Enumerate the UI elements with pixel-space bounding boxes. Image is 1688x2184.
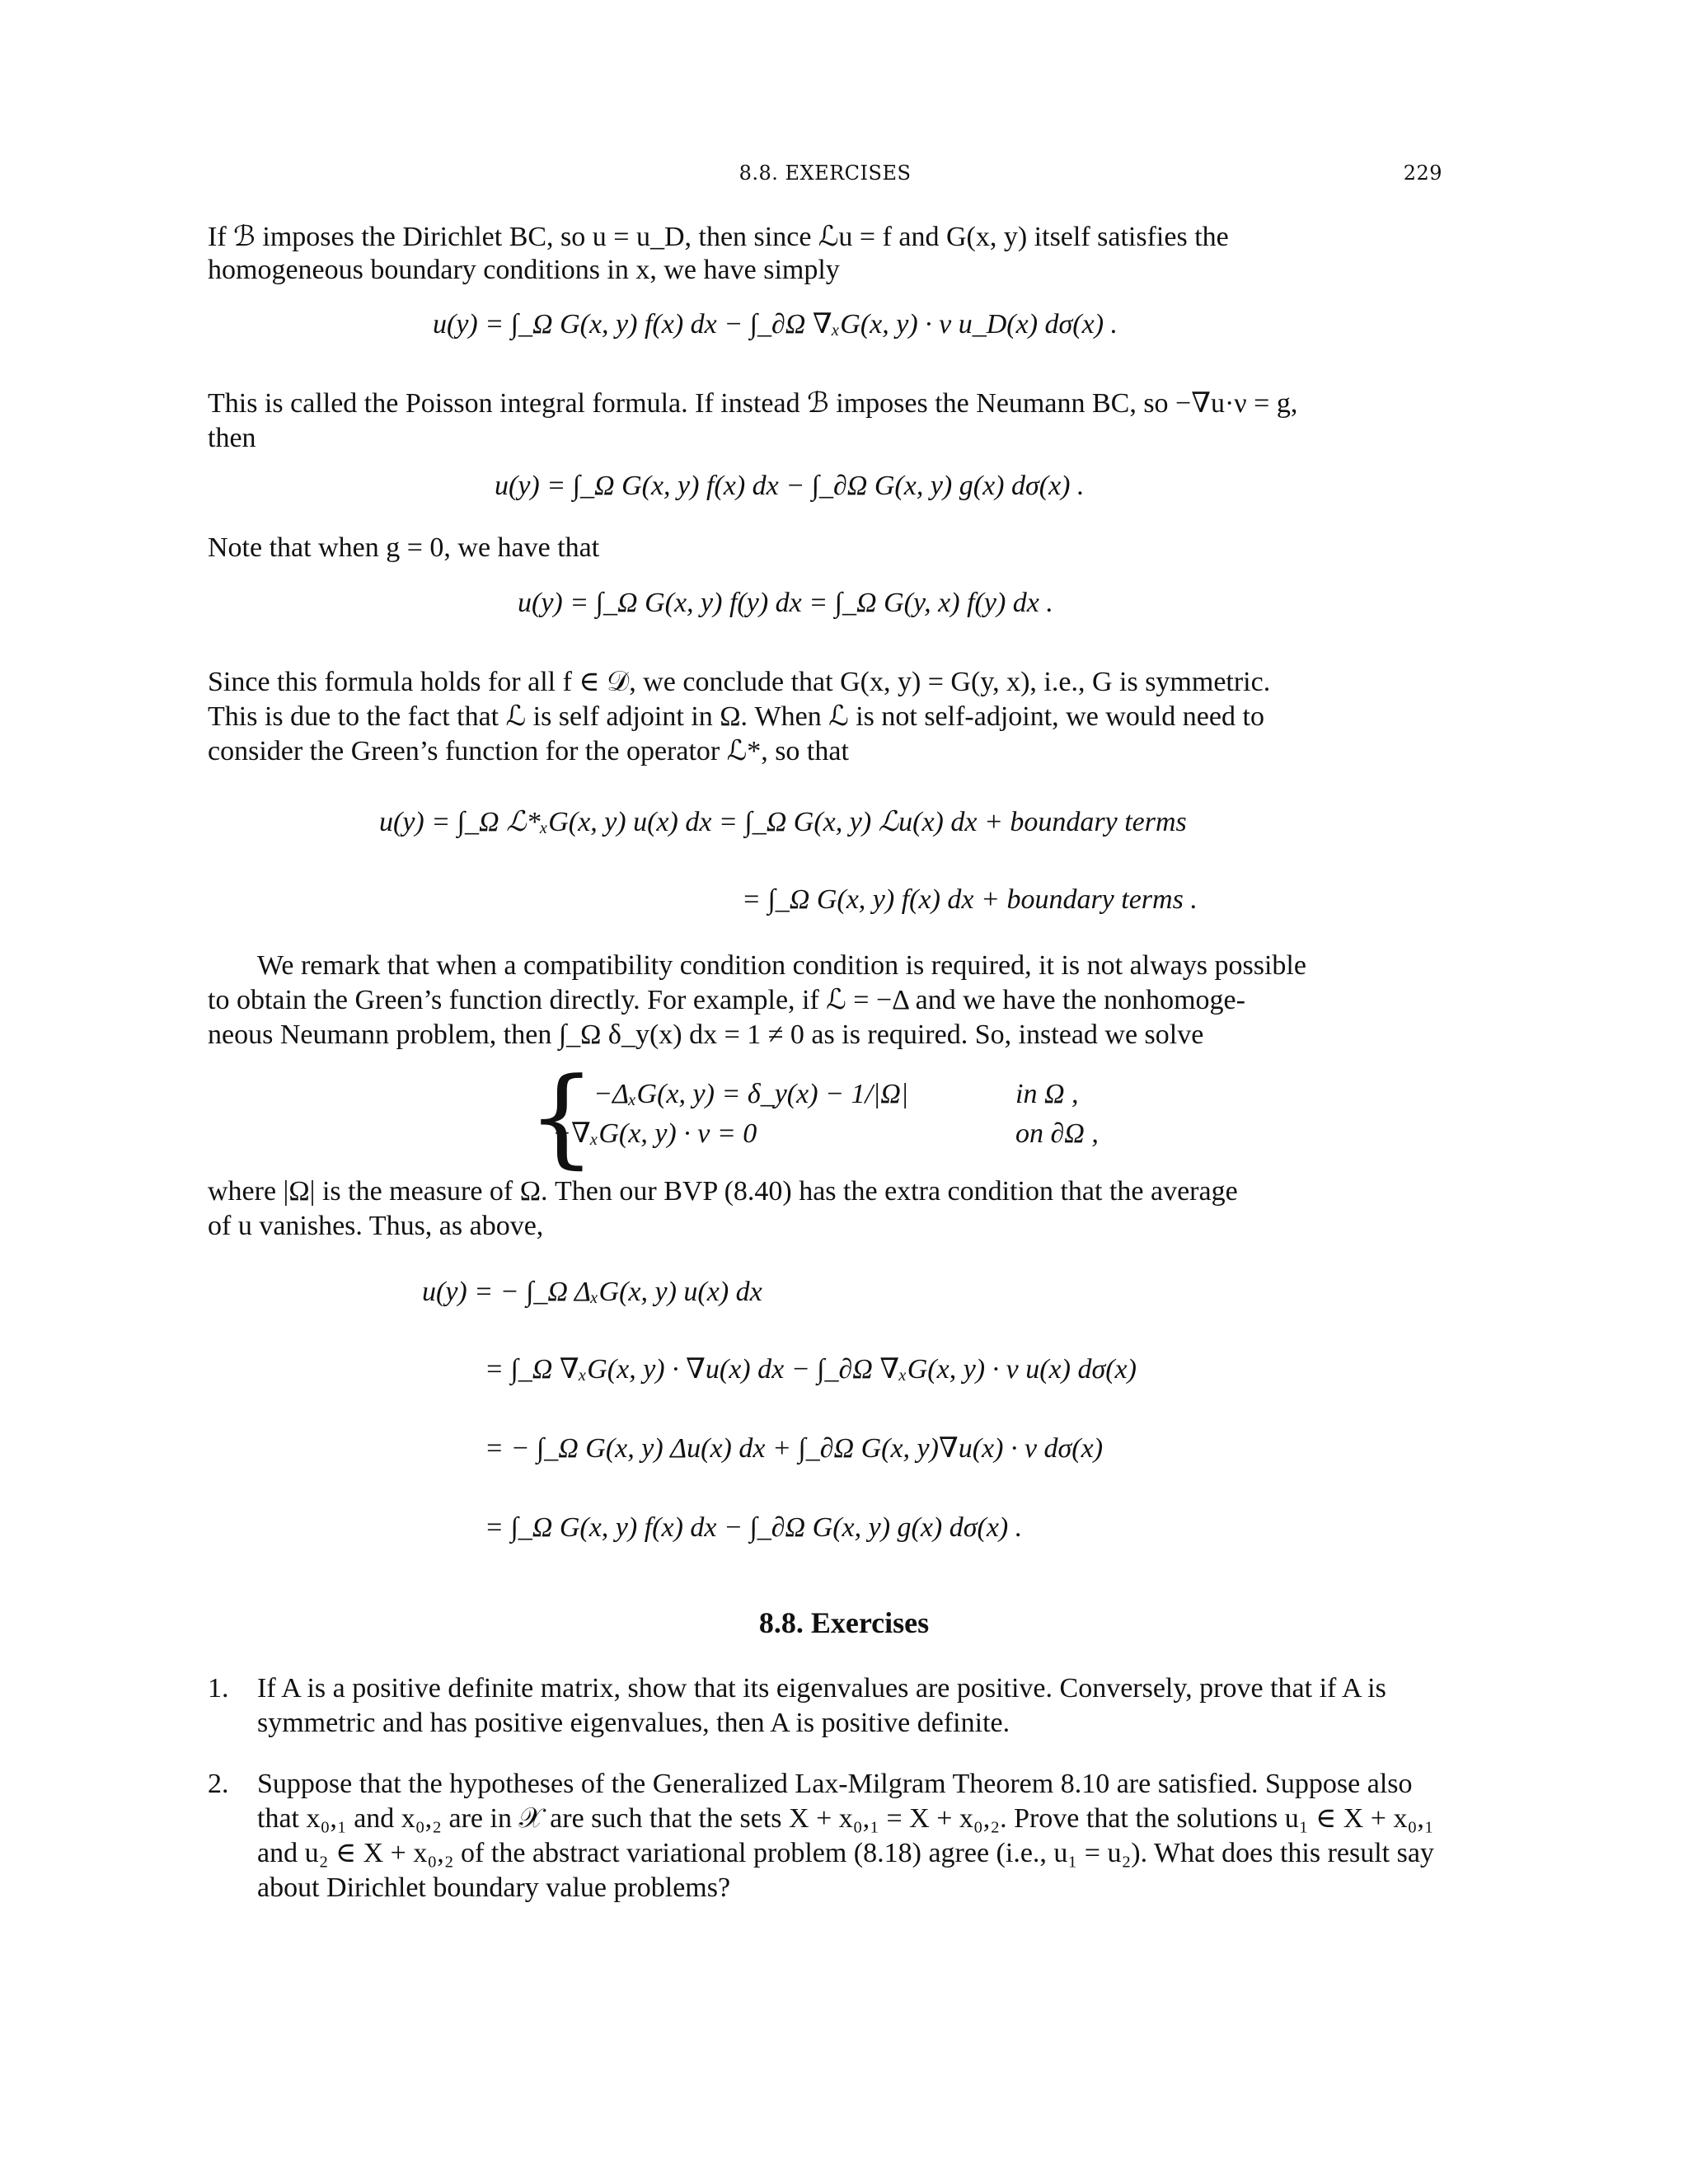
paragraph-line: Since this formula holds for all f ∈ 𝒟, we conclude that G(x, y) = G(y, x), i.e., G is symmetric. <box>208 667 1271 697</box>
running-head-title: 8.8. EXERCISES <box>738 162 912 185</box>
equation-derivation-2: = ∫_Ω ∇ₓG(x, y) · ∇u(x) dx − ∫_∂Ω ∇ₓG(x, y) · ν u(x) dσ(x) <box>485 1354 1137 1385</box>
exercise-text: Suppose that the hypotheses of the Generalized Lax-Milgram Theorem 8.10 are satisfied. Suppose also that x₀,₁ and x₀,₂ are in 𝒳 are such that the sets X + x₀,₁ = X + x₀,₂. Prove that the solutions u₁ ∈ X + x₀,₁ and u₂ ∈ X + x₀,₂ of the abstract variational problem (8.18) agree (i.e., u₁ = u₂). What does this result say about Dirichlet boundary value problems? <box>257 1769 1434 1903</box>
paragraph-line: to obtain the Green’s function directly. For example, if ℒ = −Δ and we have the nonhomoge- <box>208 985 1245 1015</box>
equation-derivation-1: u(y) = − ∫_Ω ΔₓG(x, y) u(x) dx <box>422 1277 762 1307</box>
paragraph-line: This is due to the fact that ℒ is self adjoint in Ω. When ℒ is not self-adjoint, we would need to <box>208 701 1264 732</box>
exercise-text: If A is a positive definite matrix, show that its eigenvalues are positive. Conversely, prove that if A is symmetric and has positive eigenvalues, then A is positive definite. <box>257 1673 1386 1738</box>
paragraph-line: This is called the Poisson integral formula. If instead ℬ imposes the Neumann BC, so −∇u·ν = g, <box>208 388 1298 419</box>
system-equation-1-lhs: −ΔₓG(x, y) = δ_y(x) − 1/|Ω| <box>593 1079 909 1109</box>
paragraph-line: of u vanishes. Thus, as above, <box>208 1211 544 1241</box>
page-number: 229 <box>1403 162 1442 185</box>
equation-poisson-integral: u(y) = ∫_Ω G(x, y) f(x) dx − ∫_∂Ω ∇ₓG(x, y) · ν u_D(x) dσ(x) . <box>433 309 1118 340</box>
running-head <box>208 162 1442 194</box>
exercise-number: 1. <box>208 1673 229 1704</box>
equation-adjoint-2: = ∫_Ω G(x, y) f(x) dx + boundary terms . <box>742 884 1198 915</box>
paragraph-line: neous Neumann problem, then ∫_Ω δ_y(x) dx = 1 ≠ 0 as is required. So, instead we solve <box>208 1019 1204 1050</box>
paragraph-line: Note that when g = 0, we have that <box>208 532 600 563</box>
paragraph-line: consider the Green’s function for the operator ℒ*, so that <box>208 736 849 766</box>
exercise-number: 2. <box>208 1769 229 1799</box>
section-heading: 8.8. Exercises <box>758 1606 930 1639</box>
exercise-item <box>208 1767 1444 1905</box>
exercise-item <box>208 1671 1444 1741</box>
system-equation-2-lhs: −∇ₓG(x, y) · ν = 0 <box>552 1118 757 1149</box>
equation-derivation-3: = − ∫_Ω G(x, y) Δu(x) dx + ∫_∂Ω G(x, y)∇u(x) · ν dσ(x) <box>485 1433 1104 1464</box>
paragraph-line: where |Ω| is the measure of Ω. Then our BVP (8.40) has the extra condition that the average <box>208 1176 1238 1207</box>
paragraph-line: If ℬ imposes the Dirichlet BC, so u = u_D, then since ℒu = f and G(x, y) itself satisfies the <box>208 222 1229 252</box>
paragraph-line: We remark that when a compatibility condition condition is required, it is not always possible <box>257 950 1306 981</box>
equation-neumann: u(y) = ∫_Ω G(x, y) f(x) dx − ∫_∂Ω G(x, y) g(x) dσ(x) . <box>495 471 1085 501</box>
equation-symmetry: u(y) = ∫_Ω G(x, y) f(y) dx = ∫_Ω G(y, x) f(y) dx . <box>518 588 1053 618</box>
equation-derivation-4: = ∫_Ω G(x, y) f(x) dx − ∫_∂Ω G(x, y) g(x) dσ(x) . <box>485 1512 1023 1543</box>
equation-adjoint-1: u(y) = ∫_Ω ℒ*ₓG(x, y) u(x) dx = ∫_Ω G(x, y) ℒu(x) dx + boundary terms <box>379 807 1187 837</box>
system-equation-1-rhs: in Ω , <box>1015 1079 1079 1109</box>
paragraph-line: homogeneous boundary conditions in x, we have simply <box>208 255 840 285</box>
system-brace: { <box>528 1054 596 1179</box>
paragraph-line: then <box>208 423 256 453</box>
system-equation-2-rhs: on ∂Ω , <box>1015 1118 1099 1149</box>
